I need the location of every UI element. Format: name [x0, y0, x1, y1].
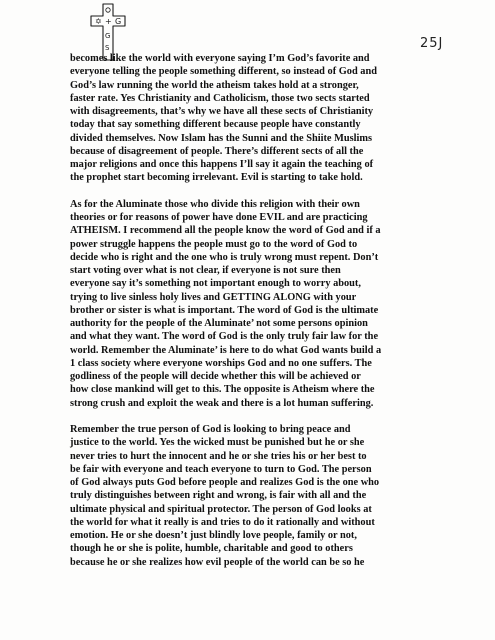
svg-text:G: G	[105, 32, 111, 40]
text-line: justice to the world. Yes the wicked must be punished but he or she	[70, 437, 365, 449]
handwritten-page-number: 25J	[420, 36, 444, 51]
text-line: because of disagreement of people. There’s different sects of all the	[70, 145, 364, 157]
text-line: strong crush and exploit the weak and there is a lot human suffering.	[70, 397, 374, 409]
text-line: divided themselves. Now Islam has the Sunni and the Shiite Muslims	[70, 132, 373, 144]
text-line: trying to live sinless holy lives and GETTING ALONG with your	[70, 291, 357, 303]
text-line: As for the Aluminate those who divide this religion with their own	[70, 198, 360, 210]
text-line: God’s law running the world the atheism takes hold at a stronger,	[70, 79, 359, 91]
paragraph-aluminate	[70, 198, 468, 410]
text-line: ATHEISM. I recommend all the people know the word of God and if a	[70, 225, 381, 237]
text-line: Remember the true person of God is looking to bring peace and	[70, 424, 351, 435]
text-line: brother or sister is what is important. The word of God is the ultimate	[70, 304, 379, 316]
text-line: today that say something different because people have constantly	[70, 119, 361, 131]
text-line: major religions and once this happens I’ll say it again the teaching of	[70, 159, 374, 170]
text-line: and what they want. The word of God is the only truly fair law for the	[70, 331, 379, 343]
text-line: emotion. He or she doesn’t just blindly love people, family or not,	[70, 530, 357, 541]
text-line: everyone say it’s something not important enough to worry about,	[70, 278, 361, 290]
text-line: of God always puts God before people and realizes God is the one who	[70, 477, 380, 488]
text-line: faster rate. Yes Christianity and Catholicism, those two sects started	[70, 92, 370, 104]
svg-text:✡: ✡	[95, 17, 102, 26]
text-line: because he or she realizes how evil people of the world can be so he	[70, 556, 365, 568]
text-line: decide who is right and the one who is truly wrong must repent. Don’t	[70, 251, 379, 263]
text-line: the prophet start becoming irrelevant. Evil is starting to take hold.	[70, 172, 363, 184]
text-line: though he or she is polite, humble, charitable and good to others	[70, 543, 353, 555]
text-line: godliness of the people will decide whether this will be achieved or	[70, 371, 361, 382]
text-line: truly distinguishes between right and wrong, is fair with all and the	[70, 490, 367, 502]
text-line: authority for the people of the Aluminate’ not some persons opinion	[70, 318, 368, 329]
text-line: never tries to hurt the innocent and he or she tries his or her best to	[70, 450, 367, 462]
text-line: world. Remember the Aluminate’ is here to do what God wants build a	[70, 344, 382, 356]
text-line: 1 class society where everyone worships God and no one suffers. The	[70, 357, 372, 369]
svg-text:G: G	[115, 17, 122, 26]
text-line: the world for what it really is and tries to do it rationally and without	[70, 516, 375, 528]
text-line: becomes like the world with everyone saying I’m God’s favorite and	[70, 53, 370, 64]
text-line: with disagreements, that’s why we have all these sects of Christianity	[70, 106, 374, 117]
text-line: power struggle happens the people must go to the word of God to	[70, 238, 358, 250]
text-line: theories or for reasons of power have done EVIL and are practicing	[70, 212, 368, 223]
paragraph-sects	[70, 52, 468, 185]
paragraph-person-of-god	[70, 423, 468, 569]
text-line: how close mankind will get to this. The opposite is Atheism where the	[70, 384, 375, 396]
text-line: be fair with everyone and teach everyone to turn to God. The person	[70, 463, 372, 475]
text-line: everyone telling the people something different, so instead of God and	[70, 66, 377, 78]
document-body	[70, 52, 468, 582]
text-line: start voting over what is not clear, if everyone is not sure then	[70, 265, 341, 276]
svg-text:S: S	[105, 44, 110, 52]
text-line: ultimate physical and spiritual protector. The person of God looks at	[70, 503, 372, 515]
svg-text:+: +	[105, 17, 112, 26]
